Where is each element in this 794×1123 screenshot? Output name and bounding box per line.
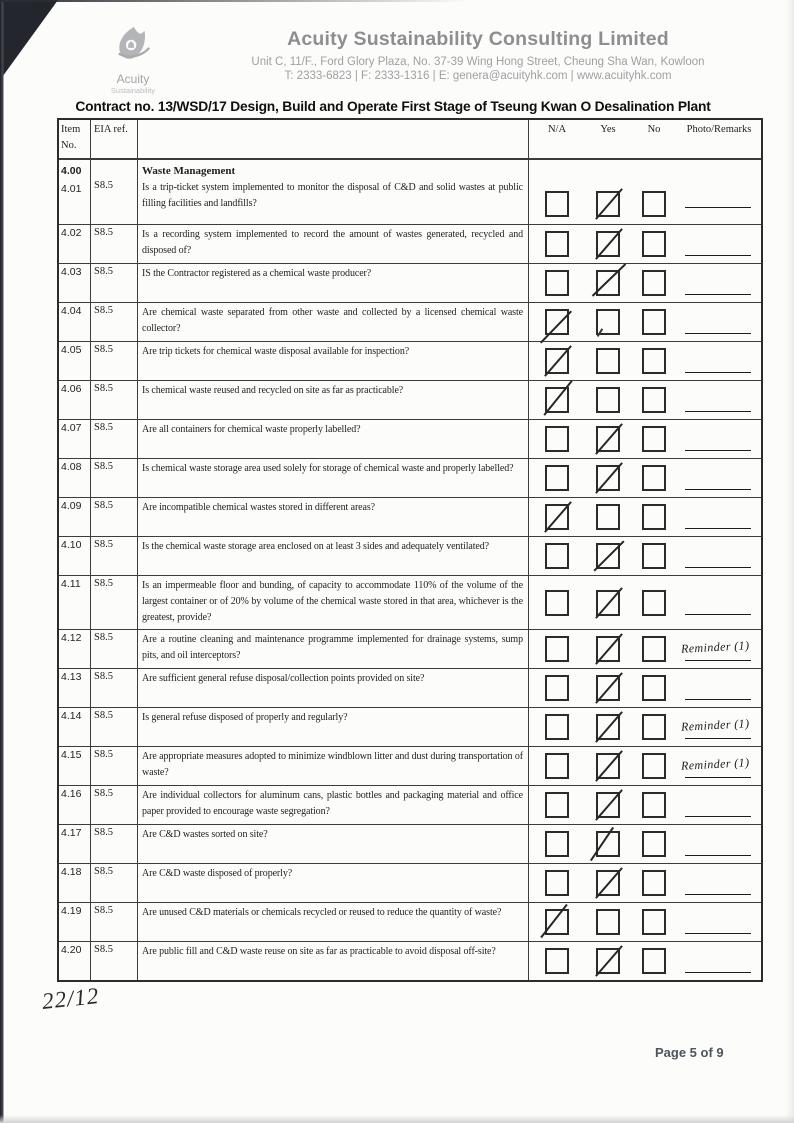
item-no: 4.03	[59, 264, 91, 302]
remark-line[interactable]	[685, 207, 751, 208]
remark-line[interactable]	[685, 489, 751, 490]
section-row	[59, 159, 761, 224]
question-text: Are C&D waste disposed of properly?	[138, 864, 529, 902]
remark-line[interactable]	[685, 450, 751, 451]
table-header-row	[59, 120, 761, 159]
checkbox-na[interactable]	[545, 426, 569, 452]
eia-ref: S8.5	[91, 381, 138, 419]
checkbox-no[interactable]	[642, 675, 666, 701]
remark-line[interactable]	[685, 699, 751, 700]
question-text: Is chemical waste reused and recycled on site as far as practicable?	[138, 381, 529, 419]
checkbox-yes[interactable]	[596, 426, 620, 452]
table-row	[59, 785, 761, 824]
remark-line[interactable]	[685, 411, 751, 412]
remark-text: Reminder (1)	[680, 755, 750, 773]
checkbox-no[interactable]	[642, 465, 666, 491]
eia-ref: S8.5	[91, 747, 138, 785]
checkbox-na[interactable]	[545, 831, 569, 857]
remark-line[interactable]	[685, 333, 751, 334]
question-text: Are public fill and C&D waste reuse on site as far as practicable to avoid disposal off-site?	[138, 942, 529, 980]
table-row	[59, 536, 761, 575]
company-logo	[94, 24, 172, 95]
item-no: 4.05	[59, 342, 91, 380]
table-row	[59, 341, 761, 380]
item-no: 4.20	[59, 942, 91, 980]
question-text: Are all containers for chemical waste properly labelled?	[138, 420, 529, 458]
company-contact: T: 2333-6823 | F: 2333-1316 | E: genera@acuityhk.com | www.acuityhk.com	[284, 70, 672, 82]
checkbox-na[interactable]	[545, 309, 569, 335]
remark-line[interactable]	[685, 777, 751, 778]
item-no: 4.19	[59, 903, 91, 941]
question-text: Is general refuse disposed of properly and regularly?	[138, 708, 529, 746]
checkbox-na[interactable]	[545, 231, 569, 257]
question-text: IS the Contractor registered as a chemical waste producer?	[138, 264, 529, 302]
scan-corner-shadow	[0, 0, 58, 80]
table-row	[59, 668, 761, 707]
item-no: 4.06	[59, 381, 91, 419]
checkbox-na[interactable]	[545, 714, 569, 740]
checkbox-yes[interactable]	[596, 191, 620, 217]
eia-ref: S8.5	[91, 225, 138, 263]
checkbox-yes[interactable]	[596, 309, 620, 335]
table-row	[59, 902, 761, 941]
table-row	[59, 263, 761, 302]
checkbox-no[interactable]	[642, 387, 666, 413]
table-row	[59, 824, 761, 863]
question-text: Are sufficient general refuse disposal/collection points provided on site?	[138, 669, 529, 707]
contract-title: Contract no. 13/WSD/17 Design, Build and Operate First Stage of Tseung Kwan O Desalination Plant	[75, 99, 711, 114]
column-header-yes: Yes	[600, 124, 616, 135]
eia-ref: S8.5	[91, 342, 138, 380]
eia-ref: S8.5	[91, 459, 138, 497]
checkbox-yes[interactable]	[596, 714, 620, 740]
checkbox-yes[interactable]	[596, 792, 620, 818]
checkbox-yes[interactable]	[596, 590, 620, 616]
question-text: Are unused C&D materials or chemicals recycled or reused to reduce the quantity of waste?	[138, 903, 529, 941]
item-no: 4.01	[61, 183, 82, 195]
eia-ref: S8.5	[91, 537, 138, 575]
checkbox-yes[interactable]	[596, 831, 620, 857]
checkbox-yes[interactable]	[596, 465, 620, 491]
checkbox-na[interactable]	[545, 675, 569, 701]
logo-brand-text: Acuity	[116, 72, 150, 86]
table-row	[59, 629, 761, 668]
checkbox-na[interactable]	[545, 504, 569, 530]
checkbox-yes[interactable]	[596, 870, 620, 896]
table-row	[59, 746, 761, 785]
checkbox-no[interactable]	[642, 543, 666, 569]
checklist-table	[57, 118, 763, 982]
checkbox-na[interactable]	[545, 465, 569, 491]
remark-text: Reminder (1)	[680, 638, 750, 656]
checkbox-no[interactable]	[642, 270, 666, 296]
checkbox-na[interactable]	[545, 348, 569, 374]
checkbox-yes[interactable]	[596, 348, 620, 374]
remark-text: Reminder (1)	[680, 716, 750, 734]
item-no: 4.17	[59, 825, 91, 863]
checkbox-no[interactable]	[642, 590, 666, 616]
item-no: 4.12	[59, 630, 91, 668]
logo-tagline-text: Sustainability	[110, 86, 156, 95]
question-text: Are trip tickets for chemical waste disposal available for inspection?	[138, 342, 529, 380]
checkbox-yes[interactable]	[596, 504, 620, 530]
scan-edge-left	[0, 0, 4, 1123]
question-text: Is a recording system implemented to record the amount of wastes generated, recycled and disposed of?	[138, 225, 529, 263]
item-no: 4.10	[59, 537, 91, 575]
checkbox-na[interactable]	[545, 948, 569, 974]
table-row	[59, 380, 761, 419]
checkbox-yes[interactable]	[596, 543, 620, 569]
eia-ref: S8.5	[91, 264, 138, 302]
checkbox-na[interactable]	[545, 753, 569, 779]
checkbox-no[interactable]	[642, 792, 666, 818]
item-no: 4.11	[59, 576, 91, 629]
item-no: 4.14	[59, 708, 91, 746]
eia-ref: S8.5	[91, 786, 138, 824]
remark-line[interactable]	[685, 294, 751, 295]
table-row	[59, 458, 761, 497]
item-no: 4.08	[59, 459, 91, 497]
checkbox-na[interactable]	[545, 636, 569, 662]
checkbox-yes[interactable]	[596, 636, 620, 662]
question-text: Is chemical waste storage area used solely for storage of chemical waste and properly labelled?	[138, 459, 529, 497]
company-name: Acuity Sustainability Consulting Limited	[287, 28, 669, 50]
table-row	[59, 863, 761, 902]
checkbox-yes[interactable]	[596, 231, 620, 257]
checkbox-yes[interactable]	[596, 753, 620, 779]
checkbox-na[interactable]	[545, 870, 569, 896]
remark-line[interactable]	[685, 738, 751, 739]
remark-line[interactable]	[685, 255, 751, 256]
remark-line[interactable]	[685, 816, 751, 817]
checkbox-no[interactable]	[642, 753, 666, 779]
checkbox-no[interactable]	[642, 948, 666, 974]
checkbox-no[interactable]	[642, 870, 666, 896]
handwritten-date: 22/12	[40, 983, 101, 1014]
remark-line[interactable]	[685, 933, 751, 934]
question-text: Is the chemical waste storage area enclosed on at least 3 sides and adequately ventilated?	[138, 537, 529, 575]
checkbox-na[interactable]	[545, 387, 569, 413]
item-no: 4.09	[59, 498, 91, 536]
eia-ref: S8.5	[91, 576, 138, 629]
column-header-remarks: Photo/Remarks	[686, 124, 752, 135]
remark-line[interactable]	[685, 855, 751, 856]
column-header-no: No	[647, 124, 661, 135]
item-no: 4.07	[59, 420, 91, 458]
column-header-item: Item No.	[59, 120, 91, 158]
scan-edge-right	[785, 0, 794, 1123]
remark-line[interactable]	[685, 614, 751, 615]
eia-ref: S8.5	[91, 630, 138, 668]
company-address: Unit C, 11/F., Ford Glory Plaza, No. 37-39 Wing Hong Street, Cheung Sha Wan, Kowloon	[251, 56, 705, 68]
item-no: 4.04	[59, 303, 91, 341]
eia-ref: S8.5	[91, 942, 138, 980]
question-text: Are C&D wastes sorted on site?	[138, 825, 529, 863]
eia-ref: S8.5	[91, 498, 138, 536]
checkbox-no[interactable]	[642, 504, 666, 530]
question-text: Are chemical waste separated from other waste and collected by a licensed chemical waste collector?	[138, 303, 529, 341]
checkbox-no[interactable]	[642, 309, 666, 335]
eia-ref: S8.5	[91, 160, 138, 224]
checkbox-na[interactable]	[545, 792, 569, 818]
checkbox-na[interactable]	[545, 909, 569, 935]
checkbox-na[interactable]	[545, 270, 569, 296]
table-row	[59, 707, 761, 746]
eia-ref: S8.5	[91, 825, 138, 863]
eia-ref: S8.5	[91, 303, 138, 341]
checkbox-no[interactable]	[642, 231, 666, 257]
question-text: Are individual collectors for aluminum cans, plastic bottles and packaging material and office paper provided to encourage waste segregation?	[138, 786, 529, 824]
eia-ref: S8.5	[91, 903, 138, 941]
remark-line[interactable]	[685, 528, 751, 529]
checkbox-no[interactable]	[642, 831, 666, 857]
checkbox-yes[interactable]	[596, 909, 620, 935]
column-header-na: N/A	[547, 124, 567, 135]
checkbox-no[interactable]	[642, 714, 666, 740]
checkbox-yes[interactable]	[596, 270, 620, 296]
checkbox-no[interactable]	[642, 636, 666, 662]
question-text: Is a trip-ticket system implemented to monitor the disposal of C&D and solid wastes at public filling facilities and landfills?	[142, 182, 523, 209]
column-header-question	[138, 120, 529, 158]
checkbox-yes[interactable]	[596, 675, 620, 701]
question-text: Are a routine cleaning and maintenance programme implemented for drainage systems, sump pits, and oil interceptors?	[138, 630, 529, 668]
item-no: 4.16	[59, 786, 91, 824]
page-number: Page 5 of 9	[655, 1045, 724, 1060]
checkbox-no[interactable]	[642, 191, 666, 217]
remark-line[interactable]	[685, 972, 751, 973]
table-row	[59, 224, 761, 263]
letterhead	[186, 28, 770, 82]
question-text: Are appropriate measures adopted to minimize windblown litter and dust during transportation of waste?	[138, 747, 529, 785]
table-row	[59, 419, 761, 458]
item-no: 4.18	[59, 864, 91, 902]
checklist-body	[59, 224, 761, 980]
leaf-icon	[110, 53, 156, 70]
checkbox-na[interactable]	[545, 590, 569, 616]
item-no: 4.15	[59, 747, 91, 785]
section-title: Waste Management	[142, 165, 236, 177]
question-text: Are incompatible chemical wastes stored in different areas?	[138, 498, 529, 536]
column-header-eia: EIA ref.	[91, 120, 138, 158]
remark-line[interactable]	[685, 372, 751, 373]
eia-ref: S8.5	[91, 864, 138, 902]
checkbox-yes[interactable]	[596, 387, 620, 413]
table-row	[59, 302, 761, 341]
checkbox-na[interactable]	[545, 543, 569, 569]
eia-ref: S8.5	[91, 708, 138, 746]
eia-ref: S8.5	[91, 420, 138, 458]
table-row	[59, 497, 761, 536]
remark-line[interactable]	[685, 567, 751, 568]
item-no: 4.13	[59, 669, 91, 707]
remark-line[interactable]	[685, 660, 751, 661]
checkbox-yes[interactable]	[596, 948, 620, 974]
checkbox-na[interactable]	[545, 191, 569, 217]
checkbox-no[interactable]	[642, 426, 666, 452]
checkbox-no[interactable]	[642, 909, 666, 935]
scan-edge-bottom	[0, 1115, 794, 1123]
table-row	[59, 575, 761, 629]
item-no: 4.02	[59, 225, 91, 263]
scan-edge-top	[0, 0, 470, 2]
question-text: Is an impermeable floor and bunding, of capacity to accommodate 110% of the volume of the largest container or of 20% by volume of the chemical waste stored in that area, whichever is the greatest, provide?	[138, 576, 529, 629]
table-row	[59, 941, 761, 980]
checkbox-no[interactable]	[642, 348, 666, 374]
remark-line[interactable]	[685, 894, 751, 895]
section-item-no: 4.00	[61, 165, 82, 177]
eia-ref: S8.5	[91, 669, 138, 707]
